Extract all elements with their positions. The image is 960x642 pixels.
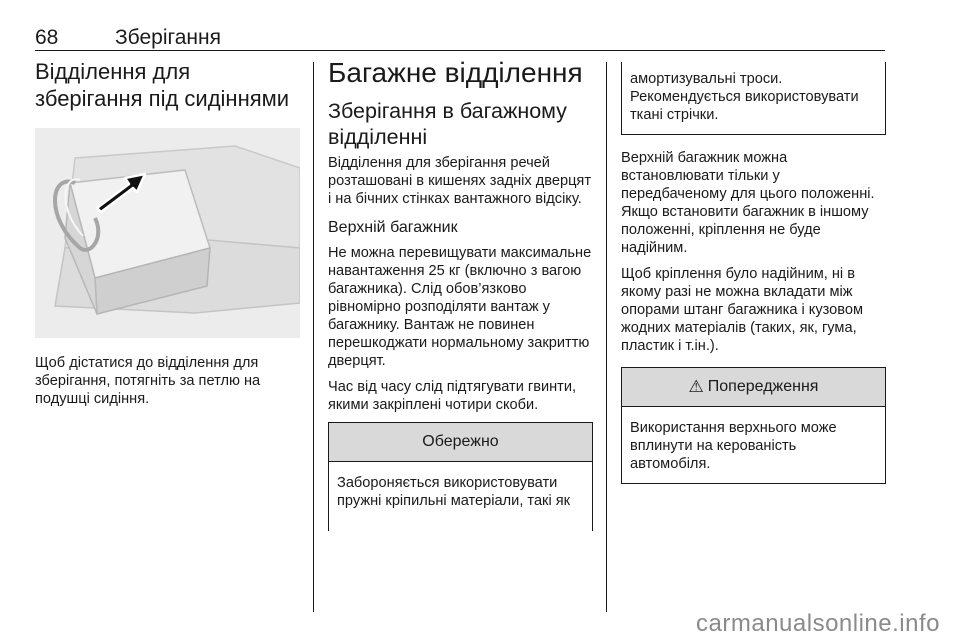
paragraph-tighten-screws: Час від часу слід підтягувати гвинти, якими закріплені чотири скоби.	[328, 379, 577, 413]
section-heading-under-seat: Відділення для зберігання під сидіннями	[35, 59, 290, 111]
under-seat-storage-illustration	[35, 128, 300, 338]
watermark: carmanualsonline.info	[696, 610, 940, 637]
paragraph-max-load: Не можна перевищувати максимальне навантаження 25 кг (включно з вагою багажника). Слід обов’язково рівномірно розподіляти вантаж у багажнику. Вантаж не повинен перешкоджати нормальному закриттю дверцят.	[328, 245, 592, 369]
section-heading-storage-in-luggage: Зберігання в багажному відділенні	[328, 99, 567, 149]
page-header	[35, 22, 885, 51]
running-title: Зберігання	[115, 26, 221, 49]
caution-box	[328, 422, 593, 531]
warning-title: Попередження	[707, 378, 819, 395]
column-divider-2	[606, 62, 607, 612]
column-3	[621, 58, 886, 484]
warning-title-row	[622, 368, 885, 407]
caution-title: Обережно	[329, 423, 592, 462]
subheading-roof-rack: Верхній багажник	[328, 219, 458, 236]
column-2	[328, 58, 593, 531]
column-divider-1	[313, 62, 314, 612]
caution-text-continued: амортизувальні троси. Рекомендується використовувати ткані стрічки.	[630, 71, 859, 123]
paragraph-no-materials-between: Щоб кріплення було надійним, ні в якому разі не можна вкладати між опорами штанг багажника і кузовом жодних матеріалів (таких, як, гума, пластик і т.ін.).	[621, 266, 864, 354]
warning-triangle-icon: ⚠	[688, 377, 704, 396]
column-1	[35, 58, 300, 416]
warning-box	[621, 367, 886, 484]
caution-box-continued	[621, 62, 886, 135]
warning-text: Використання верхнього може вплинути на керованість автомобіля.	[630, 420, 837, 472]
page-number: 68	[35, 26, 59, 49]
chapter-heading-luggage: Багажне відділення	[328, 57, 583, 88]
caution-text: Забороняється використовувати пружні кріпильні матеріали, такі як	[337, 475, 571, 509]
paragraph-storage-locations: Відділення для зберігання речей розташовані в кишенях задніх дверцят і на бічних стінках вантажного відсіку.	[328, 155, 592, 207]
paragraph-install-position: Верхній багажник можна встановлювати тільки у передбаченому для цього положенні. Якщо встановити багажник в іншому положенні, кріплення не буде надійним.	[621, 150, 875, 256]
under-seat-caption: Щоб дістатися до відділення для зберігання, потягніть за петлю на подушці сидіння.	[35, 355, 261, 407]
